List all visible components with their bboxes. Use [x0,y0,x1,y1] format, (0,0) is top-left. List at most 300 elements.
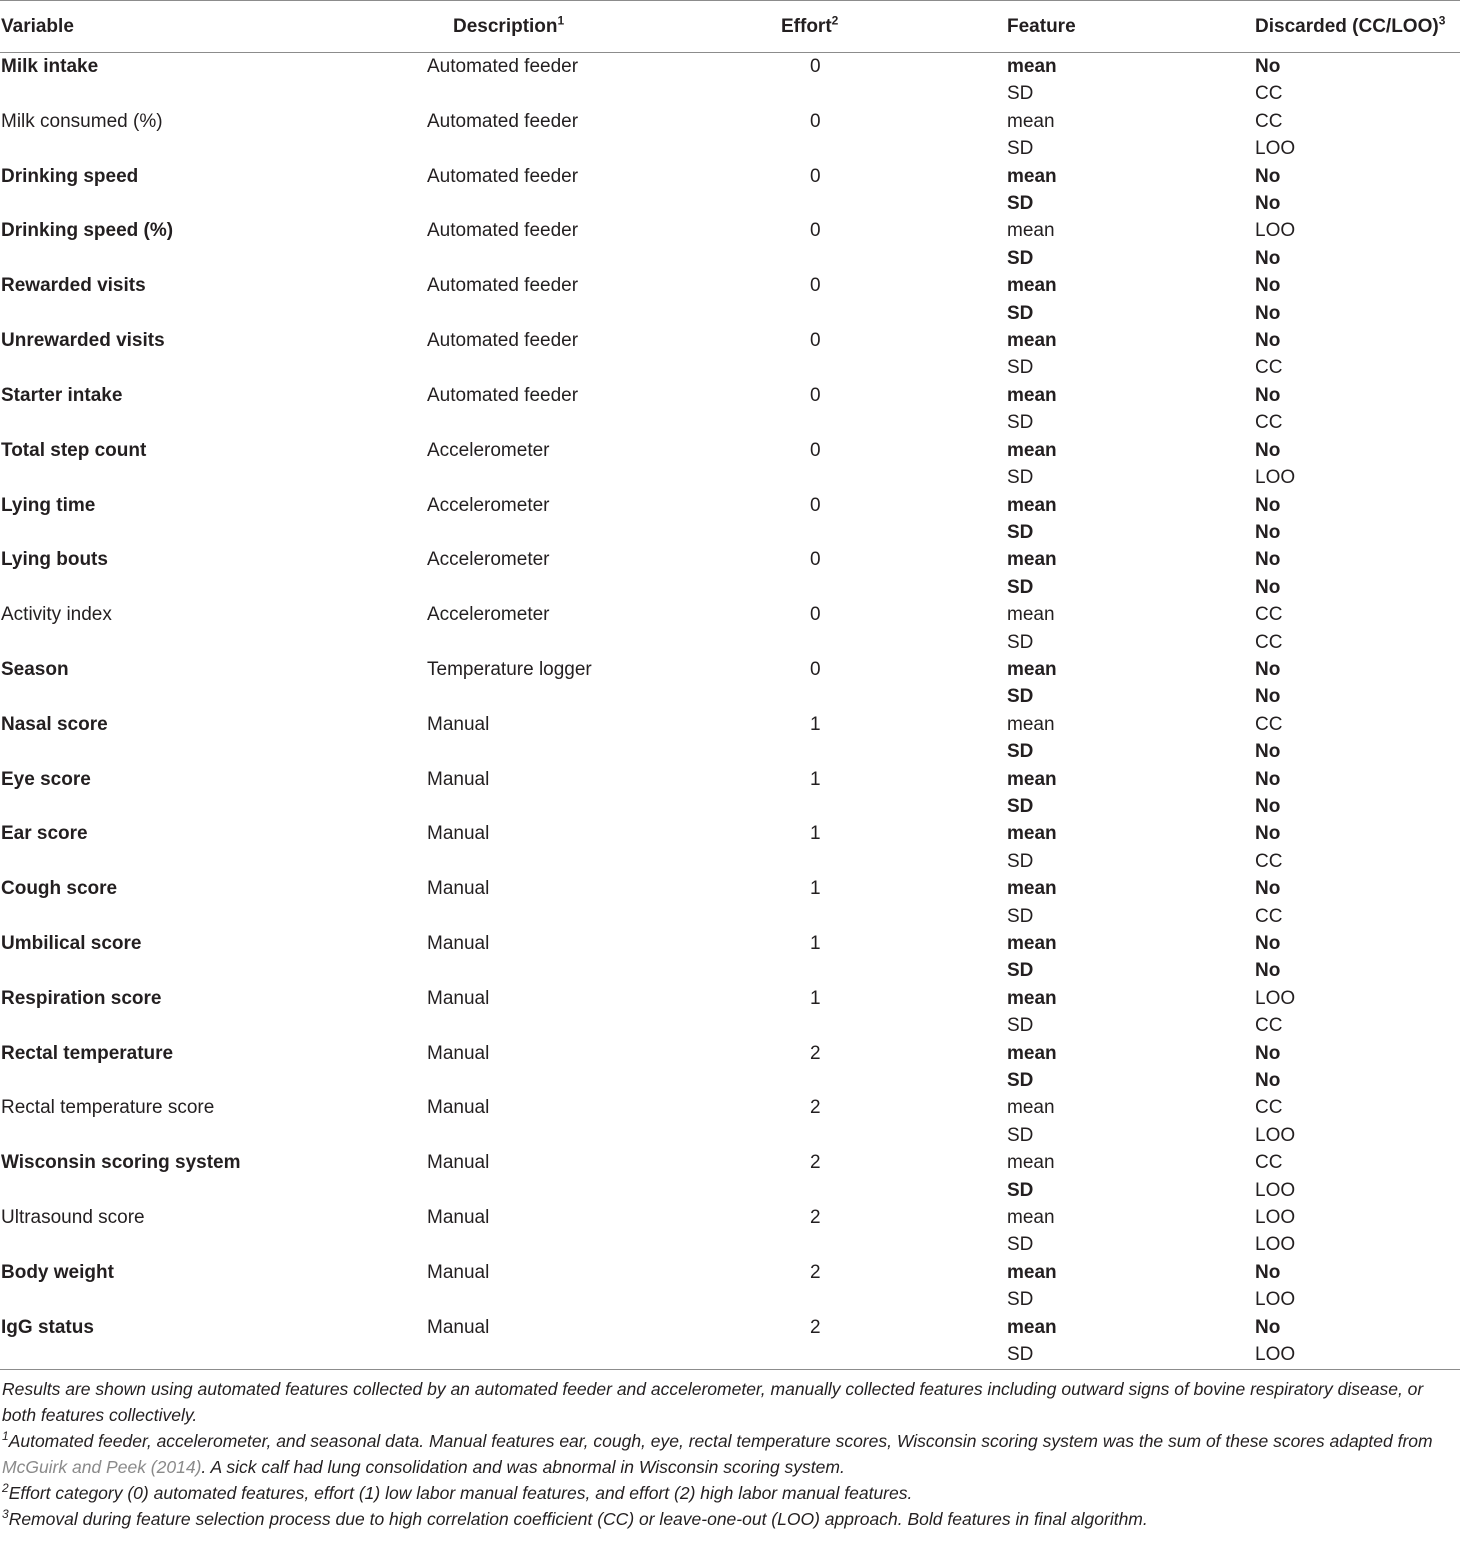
feature-cell: mean [1007,1316,1057,1338]
effort-cell: 0 [810,220,821,242]
effort-cell: 1 [810,823,821,845]
empty-cell [0,1231,411,1258]
effort-cell: 0 [810,110,821,132]
empty-cell [411,519,781,546]
table-row [0,1231,1460,1258]
effort-cell: 0 [810,275,821,297]
table-row [0,875,1460,902]
effort-cell: 2 [810,1097,821,1119]
empty-cell [411,464,781,491]
table-row [0,711,1460,738]
table-header [0,1,1460,53]
empty-cell [411,738,781,765]
description-cell: Accelerometer [427,439,550,461]
empty-cell [411,629,781,656]
description-cell: Manual [427,823,490,845]
discarded-cell: LOO [1255,1179,1296,1201]
description-cell: Manual [427,1261,490,1283]
table-row [0,1149,1460,1176]
feature-cell: SD [1007,467,1034,489]
empty-cell [411,957,781,984]
table-row [0,464,1460,491]
table-row [0,683,1460,710]
table-row [0,1177,1460,1204]
empty-cell [781,1177,1007,1204]
feature-cell: SD [1007,631,1034,653]
empty-cell [411,80,781,107]
feature-cell: SD [1007,1344,1034,1366]
empty-cell [781,683,1007,710]
table-row [0,574,1460,601]
feature-cell: SD [1007,357,1034,379]
description-cell: Accelerometer [427,549,550,571]
effort-cell: 2 [810,1042,821,1064]
table-row [0,656,1460,683]
description-cell: Manual [427,768,490,790]
discarded-cell: No [1255,247,1281,269]
feature-cell: mean [1007,823,1057,845]
discarded-cell: LOO [1255,138,1296,160]
header-variable: Variable [0,1,411,53]
empty-cell [0,574,411,601]
feature-cell: mean [1007,330,1057,352]
table-row [0,820,1460,847]
discarded-cell: No [1255,878,1281,900]
empty-cell [411,793,781,820]
empty-cell [411,903,781,930]
description-cell: Manual [427,1097,490,1119]
table-row [0,354,1460,381]
discarded-cell: No [1255,165,1281,187]
discarded-cell: No [1255,275,1281,297]
discarded-cell: LOO [1255,1124,1296,1146]
effort-cell: 2 [810,1261,821,1283]
table-row [0,437,1460,464]
empty-cell [0,80,411,107]
empty-cell [411,1067,781,1094]
empty-cell [411,409,781,436]
empty-cell [0,519,411,546]
feature-cell: mean [1007,604,1055,626]
table-row [0,327,1460,354]
feature-cell: mean [1007,1042,1057,1064]
description-cell: Automated feeder [427,384,579,406]
description-cell: Manual [427,1042,490,1064]
effort-cell: 0 [810,330,821,352]
discarded-cell: CC [1255,412,1283,434]
discarded-cell: CC [1255,905,1283,927]
discarded-cell: LOO [1255,1344,1296,1366]
table-row [0,629,1460,656]
variable-cell: Body weight [1,1261,114,1283]
feature-cell: SD [1007,247,1034,269]
empty-cell [411,354,781,381]
variable-cell: Unrewarded visits [1,330,165,352]
empty-cell [411,1341,781,1369]
description-cell: Automated feeder [427,56,579,77]
discarded-cell: CC [1255,631,1283,653]
description-cell: Manual [427,933,490,954]
feature-cell: SD [1007,960,1034,982]
feature-cell: SD [1007,138,1034,160]
empty-cell [411,683,781,710]
feature-cell: mean [1007,220,1055,242]
variable-cell: Rectal temperature score [1,1097,215,1119]
feature-cell: SD [1007,905,1034,927]
header-discarded: Discarded $(CC/LOO)^3$ [1255,1,1460,53]
empty-cell [411,574,781,601]
empty-cell [781,848,1007,875]
table-row [0,985,1460,1012]
empty-cell [411,1012,781,1039]
variable-cell: Ultrasound score [1,1207,145,1229]
empty-cell [0,1122,411,1149]
discarded-cell: No [1255,576,1281,598]
empty-cell [411,1231,781,1258]
empty-cell [0,738,411,765]
variable-cell: Umbilical score [1,933,142,954]
feature-cell: mean [1007,1207,1055,1229]
discarded-cell: CC [1255,1015,1283,1037]
description-cell: Manual [427,1316,490,1338]
discarded-cell: No [1255,494,1281,516]
empty-cell [781,574,1007,601]
variable-cell: Total step count [1,439,147,461]
empty-cell [781,1012,1007,1039]
feature-cell: SD [1007,850,1034,872]
feature-cell: SD [1007,741,1034,763]
discarded-cell: No [1255,330,1281,352]
feature-cell: mean [1007,439,1057,461]
empty-cell [0,1012,411,1039]
table-row [0,793,1460,820]
empty-cell [411,190,781,217]
table-row [0,1094,1460,1121]
feature-cell: SD [1007,1179,1034,1201]
table-row [0,80,1460,107]
table-row [0,245,1460,272]
discarded-cell: No [1255,439,1281,461]
discarded-cell: No [1255,521,1281,543]
discarded-cell: CC [1255,713,1283,735]
discarded-cell: No [1255,56,1281,77]
discarded-cell: No [1255,960,1281,982]
empty-cell [781,80,1007,107]
variable-cell: Rewarded visits [1,275,146,297]
table-row [0,1259,1460,1286]
feature-cell: SD [1007,302,1034,324]
discarded-cell: CC [1255,357,1283,379]
footnote-3: $^3$Removal during feature selection process due to high correlation coefficient (CC) or leave-one-out (LOO) approach. Bold features in final algorithm. [2,1506,1148,1529]
table-row [0,409,1460,436]
empty-cell [411,848,781,875]
effort-cell: 0 [810,494,821,516]
variable-cell: Rectal temperature [1,1042,174,1064]
empty-cell [411,1122,781,1149]
table-row [0,53,1460,81]
effort-cell: 2 [810,1152,821,1174]
discarded-cell: LOO [1255,467,1296,489]
effort-cell: 2 [810,1207,821,1229]
discarded-cell: No [1255,823,1281,845]
discarded-cell: No [1255,658,1281,680]
description-cell: Manual [427,987,490,1009]
effort-cell: 0 [810,549,821,571]
discarded-cell: No [1255,686,1281,708]
empty-cell [781,519,1007,546]
feature-cell: SD [1007,83,1034,105]
variable-cell: Milk consumed (%) [1,110,163,132]
table-row [0,601,1460,628]
effort-cell: 1 [810,933,821,954]
description-cell: Automated feeder [427,220,579,242]
empty-cell [411,135,781,162]
feature-cell: mean [1007,549,1057,571]
variable-cell: Ear score [1,823,88,845]
discarded-cell: CC [1255,110,1283,132]
empty-cell [781,1286,1007,1313]
footnote-2: $^2$Effort category (0) automated features, effort (1) low labor manual features, and effort (2) high labor manual features. [2,1480,913,1503]
discarded-cell: CC [1255,1097,1283,1119]
variable-cell: Respiration score [1,987,162,1009]
table-row [0,163,1460,190]
discarded-cell: CC [1255,83,1283,105]
discarded-cell: CC [1255,604,1283,626]
discarded-cell: CC [1255,1152,1283,1174]
feature-cell: SD [1007,1015,1034,1037]
effort-cell: 1 [810,768,821,790]
discarded-cell: LOO [1255,220,1296,242]
discarded-cell: No [1255,302,1281,324]
empty-cell [781,409,1007,436]
table-row [0,1314,1460,1341]
table-row [0,272,1460,299]
feature-cell: mean [1007,768,1057,790]
feature-cell: mean [1007,1261,1057,1283]
feature-cell: mean [1007,713,1055,735]
empty-cell [781,190,1007,217]
discarded-cell: CC [1255,850,1283,872]
discarded-cell: No [1255,1261,1281,1283]
table-row [0,1067,1460,1094]
empty-cell [781,300,1007,327]
variable-cell: Cough score [1,878,118,900]
table-row [0,519,1460,546]
feature-cell: SD [1007,1070,1034,1092]
empty-cell [0,1341,411,1369]
description-cell: Automated feeder [427,330,579,352]
header-description: Description$^1$ [411,1,781,53]
empty-cell [781,1067,1007,1094]
feature-cell: mean [1007,384,1057,406]
table-row [0,1341,1460,1369]
description-cell: Temperature logger [427,658,592,680]
feature-cell: SD [1007,576,1034,598]
discarded-cell: No [1255,193,1281,215]
feature-cell: mean [1007,165,1057,187]
table-row [0,108,1460,135]
discarded-cell: LOO [1255,1289,1296,1311]
variable-cell: Wisconsin scoring system [1,1152,241,1174]
empty-cell [781,957,1007,984]
effort-cell: 0 [810,439,821,461]
table-notes [0,1370,1460,1532]
empty-cell [0,793,411,820]
empty-cell [0,135,411,162]
effort-cell: 0 [810,165,821,187]
effort-cell: 1 [810,987,821,1009]
effort-cell: 0 [810,658,821,680]
description-cell: Manual [427,1207,490,1229]
table-row [0,930,1460,957]
table-row [0,1122,1460,1149]
variable-cell: Lying bouts [1,549,108,571]
header-feature: Feature [1007,1,1255,53]
empty-cell [781,738,1007,765]
variable-cell: IgG status [1,1316,94,1338]
empty-cell [781,1122,1007,1149]
table-body [0,53,1460,1370]
empty-cell [781,245,1007,272]
description-cell: Manual [427,1152,490,1174]
variable-cell: Drinking speed (%) [1,220,174,242]
empty-cell [781,793,1007,820]
table-row [0,546,1460,573]
discarded-cell: No [1255,384,1281,406]
description-cell: Manual [427,713,490,735]
empty-cell [0,300,411,327]
discarded-cell: No [1255,795,1281,817]
table-row [0,1204,1460,1231]
feature-cell: mean [1007,56,1057,77]
table-row [0,1286,1460,1313]
feature-cell: mean [1007,275,1057,297]
reference-link[interactable]: McGuirk and Peek (2014) [2,1456,202,1477]
feature-cell: SD [1007,795,1034,817]
empty-cell [0,190,411,217]
feature-cell: SD [1007,193,1034,215]
empty-cell [0,683,411,710]
empty-cell [0,409,411,436]
description-cell: Manual [427,878,490,900]
variable-cell: Activity index [1,604,112,626]
table-row [0,957,1460,984]
feature-cell: mean [1007,1152,1055,1174]
effort-cell: 1 [810,713,821,735]
table-row [0,300,1460,327]
effort-cell: 0 [810,604,821,626]
effort-cell: 2 [810,1316,821,1338]
empty-cell [411,245,781,272]
table-row [0,848,1460,875]
description-cell: Automated feeder [427,275,579,297]
empty-cell [0,1286,411,1313]
feature-cell: mean [1007,987,1057,1009]
feature-cell: SD [1007,412,1034,434]
empty-cell [411,1177,781,1204]
empty-cell [781,464,1007,491]
footnote-intro: Results are shown using automated features collected by an automated feeder and accelerometer, manually collected features including outward signs of bovine respiratory disease, or both features collectively. [2,1378,1424,1425]
feature-cell: SD [1007,1289,1034,1311]
table-row [0,1012,1460,1039]
feature-cell: SD [1007,1234,1034,1256]
table-row [0,766,1460,793]
empty-cell [0,903,411,930]
table-row [0,738,1460,765]
discarded-cell: No [1255,549,1281,571]
empty-cell [0,1177,411,1204]
description-cell: Accelerometer [427,604,550,626]
discarded-cell: LOO [1255,987,1296,1009]
empty-cell [0,629,411,656]
table-row [0,217,1460,244]
discarded-cell: No [1255,1316,1281,1338]
empty-cell [781,354,1007,381]
description-cell: Accelerometer [427,494,550,516]
discarded-cell: No [1255,1070,1281,1092]
table-row [0,492,1460,519]
feature-cell: mean [1007,494,1057,516]
effort-cell: 1 [810,878,821,900]
variable-cell: Season [1,658,69,680]
discarded-cell: No [1255,741,1281,763]
empty-cell [411,1286,781,1313]
table-row [0,1040,1460,1067]
table-row [0,382,1460,409]
discarded-cell: No [1255,768,1281,790]
variable-cell: Drinking speed [1,165,139,187]
empty-cell [781,135,1007,162]
feature-cell: mean [1007,1097,1055,1119]
variable-cell: Nasal score [1,713,108,735]
feature-cell: mean [1007,658,1057,680]
empty-cell [0,957,411,984]
header-effort: Effort$^2$ [781,1,1007,53]
empty-cell [781,629,1007,656]
empty-cell [0,1067,411,1094]
discarded-cell: No [1255,933,1281,954]
discarded-cell: LOO [1255,1234,1296,1256]
feature-cell: SD [1007,521,1034,543]
variable-cell: Starter intake [1,384,123,406]
empty-cell [411,300,781,327]
footnote-1: $^1$Automated feeder, accelerometer, and seasonal data. Manual features ear, cough, eye, rectal temperature scores, Wisconsin scoring system was the sum of these scores adapted from McGuirk and Peek (2014). A sick calf had lung consolidation and was abnormal in Wisconsin scoring system. [2,1428,1433,1477]
feature-cell: mean [1007,110,1055,132]
table-row [0,135,1460,162]
empty-cell [0,848,411,875]
description-cell: Automated feeder [427,165,579,187]
feature-cell: SD [1007,686,1034,708]
feature-cell: mean [1007,933,1057,954]
variable-cell: Lying time [1,494,96,516]
empty-cell [0,245,411,272]
table-row [0,190,1460,217]
feature-cell: mean [1007,878,1057,900]
effort-cell: 0 [810,56,821,77]
description-cell: Automated feeder [427,110,579,132]
table-row [0,903,1460,930]
feature-cell: SD [1007,1124,1034,1146]
empty-cell [0,464,411,491]
empty-cell [0,354,411,381]
discarded-cell: LOO [1255,1207,1296,1229]
variable-cell: Milk intake [1,56,99,77]
empty-cell [781,903,1007,930]
discarded-cell: No [1255,1042,1281,1064]
empty-cell [781,1341,1007,1369]
empty-cell [781,1231,1007,1258]
effort-cell: 0 [810,384,821,406]
